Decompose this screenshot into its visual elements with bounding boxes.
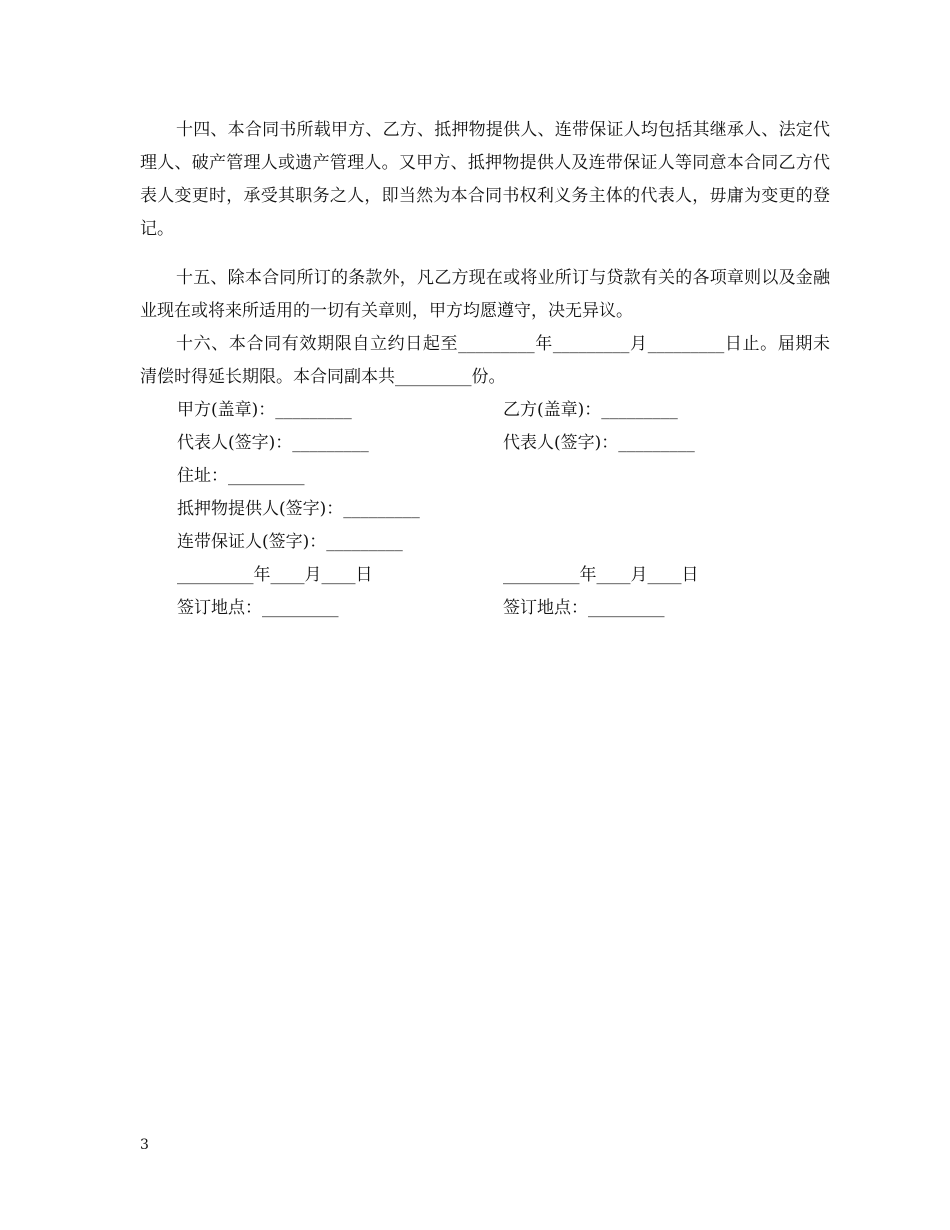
signing-place-line-right: 签订地点：_________ [503,598,665,618]
address-line: 住址：_________ [177,466,305,486]
party-b-seal-line: 乙方(盖章)：_________ [503,400,678,420]
signature-row-seal [177,394,837,427]
signature-row-guarantor [177,526,837,559]
page-number: 3 [140,1137,149,1153]
guarantor-line: 连带保证人(签字)：_________ [177,532,403,552]
clause-16: 十六、本合同有效期限自立约日起至_________年_________月_________日止。届期未清偿时得延长期限。本合同副本共_________份。 [140,334,830,387]
party-a-seal-line: 甲方(盖章)：_________ [177,400,352,420]
clause-15: 十五、除本合同所订的条款外，凡乙方现在或将业所订与贷款有关的各项章则以及金融业现在或将来所适用的一切有关章则，甲方均愿遵守，决无异议。 [140,268,830,321]
date-line-left: _________年____月____日 [177,565,373,585]
date-line-right: _________年____月____日 [503,565,699,585]
signature-row-date [177,559,837,592]
party-a-representative-line: 代表人(签字)：_________ [177,433,369,453]
signing-place-line-left: 签订地点：_________ [177,598,339,618]
clause-14: 十四、本合同书所载甲方、乙方、抵押物提供人、连带保证人均包括其继承人、法定代理人、破产管理人或遗产管理人。又甲方、抵押物提供人及连带保证人等同意本合同乙方代表人变更时，承受其职务之人，即当然为本合同书权利义务主体的代表人，毋庸为变更的登记。 [140,120,830,239]
signature-row-collateral-provider [177,493,837,526]
signature-row-place [177,592,837,625]
collateral-provider-line: 抵押物提供人(签字)：_________ [177,499,420,519]
signature-row-address [177,460,837,493]
signature-row-representative [177,427,837,460]
party-b-representative-line: 代表人(签字)：_________ [503,433,695,453]
